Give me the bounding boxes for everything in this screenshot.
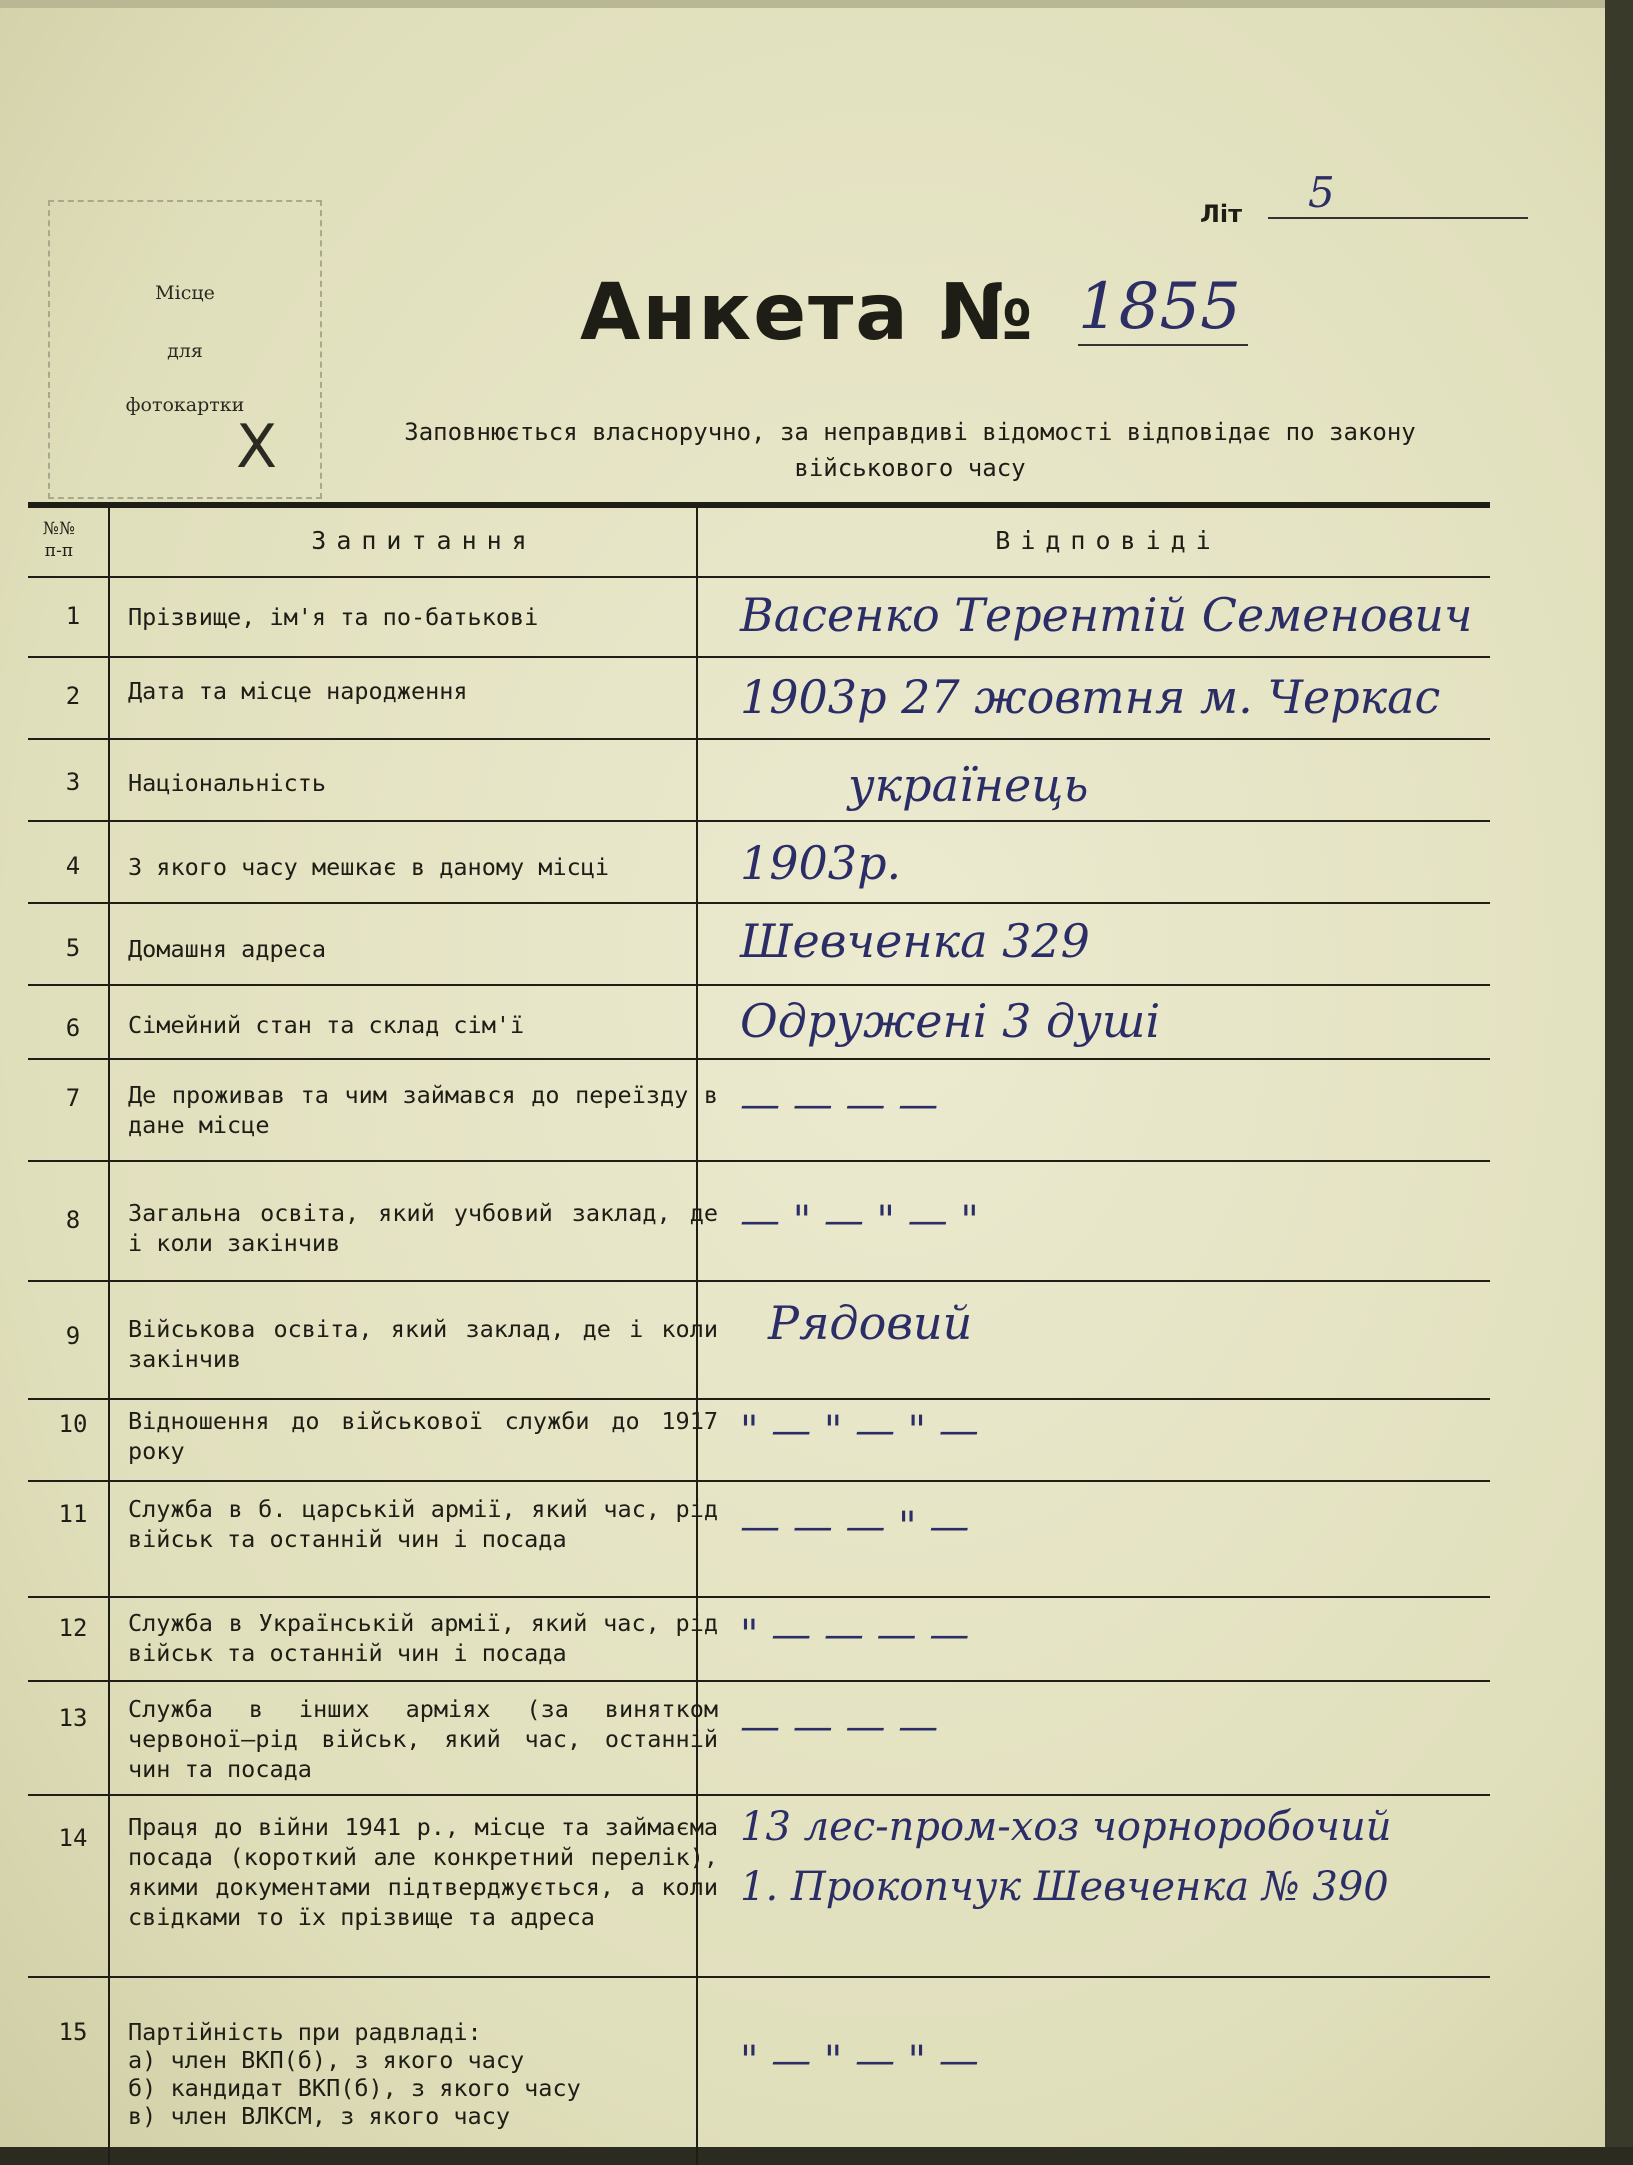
row-question: Домашня адреса [128, 935, 327, 963]
row-question: З якого часу мешкає в даному місці [128, 853, 610, 881]
row-answer: " — " — " — [740, 2038, 979, 2084]
row-number: 2 [65, 682, 81, 710]
form-subtitle-line1: Заповнюється власноручно, за неправдиві відомості відповідає по закону [404, 418, 1416, 446]
row-question: Служба в Українській армії, який час, рід військ та останній чин і посада [128, 1609, 718, 1667]
table-row [28, 740, 1490, 822]
row-answer: — — — — [740, 1082, 939, 1128]
table-row [28, 1598, 1490, 1682]
row-number: 4 [65, 852, 81, 880]
form-title: Анкета № [580, 268, 1035, 358]
row-number: 7 [65, 1084, 81, 1112]
page-edge-right [1605, 0, 1633, 2165]
row-answer: Шевченка 329 [740, 914, 1090, 968]
table-row [28, 1482, 1490, 1598]
form-number: 1855 [1078, 270, 1248, 346]
row-question: Прізвище, ім'я та по-батькові [128, 603, 539, 631]
form-subtitle-line2: військового часу [794, 454, 1026, 482]
row-question: Праця до війни 1941 р., місце та займаєма посада (короткий але конкретний перелік), якими документами підтверджується, а коли свідками то їх прізвище та адреса [128, 1813, 718, 1931]
row-question: Служба в б. царській армії, який час, рід військ та останній чин і посада [128, 1495, 718, 1553]
table-row [28, 578, 1490, 658]
table-row [28, 986, 1490, 1060]
row-answer: Одружені 3 душі [740, 994, 1161, 1048]
table-row [28, 822, 1490, 904]
row-number: 5 [65, 934, 81, 962]
row-number: 12 [58, 1614, 88, 1642]
row-number: 10 [58, 1410, 88, 1438]
table-row [28, 1162, 1490, 1282]
row-number: 3 [65, 768, 81, 796]
table-header [28, 508, 1490, 578]
row-answer: 1903р. [740, 836, 902, 890]
row-answer: 13 лес-пром-хоз чорноробочий [740, 1804, 1392, 1850]
table-row [28, 1060, 1490, 1162]
row-question: Де проживав та чим займався до переїзду в дане місце [128, 1081, 718, 1139]
row-answer: " — — — — [740, 1612, 970, 1658]
row-answer: — — — — [740, 1704, 939, 1750]
table-row [28, 1282, 1490, 1400]
table-row [28, 904, 1490, 986]
header-question: Запитання [311, 526, 537, 555]
row-question: Відношення до військової служби до 1917 року [128, 1407, 718, 1465]
row-question: Служба в інших арміях (за винятком червоної—рід військ, який час, останній чин та посада [128, 1695, 718, 1783]
row-question: Сімейний стан та склад сім'ї [128, 1011, 525, 1039]
header-number: №№ п-п [42, 519, 76, 561]
row-number: 14 [58, 1824, 88, 1852]
row-question: Дата та місце народження [128, 677, 468, 705]
row-number: 13 [58, 1704, 88, 1732]
sheet-label: Літ [1200, 200, 1243, 228]
row-answer-line2: 1. Прокопчук Шевченка № 390 [740, 1864, 1389, 1910]
photo-cross-mark: X [236, 412, 278, 482]
page-edge-top [0, 0, 1633, 8]
row-answer: Васенко Терентій Семенович [740, 588, 1473, 642]
row-question: Партійність при радвладі: а) член ВКП(б), з якого часу б) кандидат ВКП(б), з якого часу в) член ВЛКСМ, з якого часу [128, 2018, 581, 2130]
row-number: 9 [65, 1322, 81, 1350]
table-row [28, 1682, 1490, 1796]
row-number: 6 [65, 1014, 81, 1042]
header-answer: Відповіді [995, 526, 1221, 555]
photo-label-line3: фотокартки [125, 394, 245, 416]
photo-placeholder [48, 200, 322, 499]
row-answer: Рядовий [768, 1296, 973, 1350]
table-row [28, 1400, 1490, 1482]
row-question: Національність [128, 769, 327, 797]
row-answer: 1903р 27 жовтня м. Черкас [740, 670, 1441, 724]
row-number: 15 [58, 2018, 88, 2046]
table-row [28, 1978, 1490, 2165]
row-number: 1 [65, 602, 81, 630]
row-answer: — — — " — [740, 1504, 970, 1550]
row-answer: українець [848, 758, 1089, 812]
row-answer: — " — " — " [740, 1198, 979, 1244]
row-number: 11 [58, 1500, 88, 1528]
table-row [28, 658, 1490, 740]
table-row [28, 1796, 1490, 1978]
row-question: Загальна освіта, який учбовий заклад, де і коли закінчив [128, 1199, 718, 1257]
sheet-number: 5 [1268, 168, 1528, 219]
row-question: Військова освіта, який заклад, де і коли закінчив [128, 1315, 718, 1373]
row-number: 8 [65, 1206, 81, 1234]
photo-label-line1: Місце [155, 282, 215, 304]
photo-label-line2: для [167, 340, 203, 362]
row-answer: " — " — " — [740, 1408, 979, 1454]
